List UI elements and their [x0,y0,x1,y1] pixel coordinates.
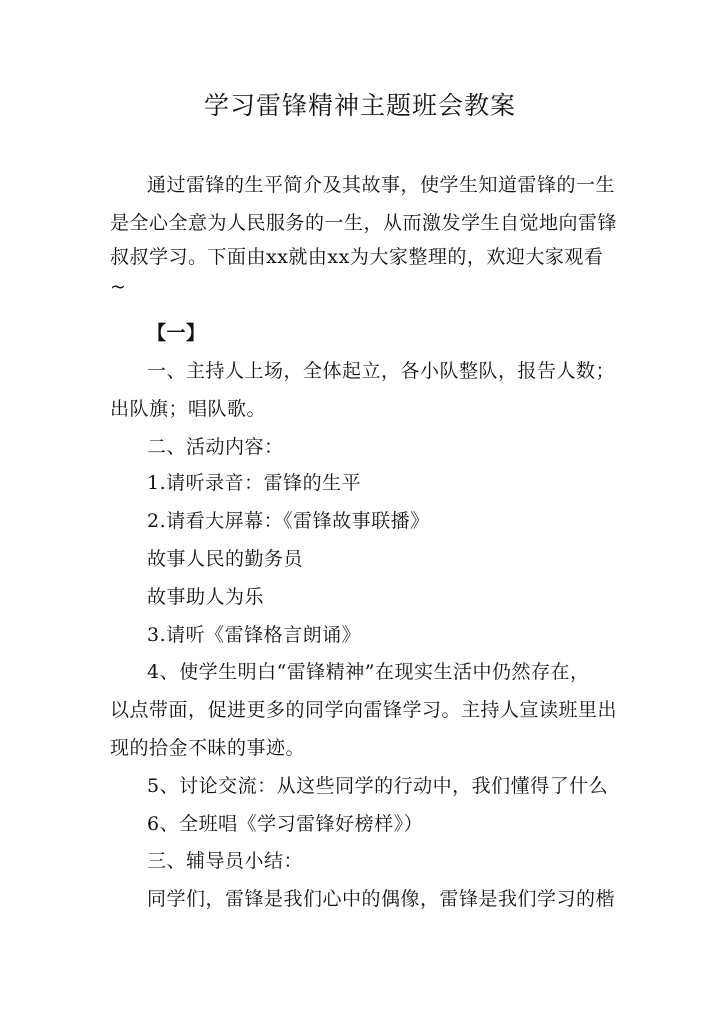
section-heading: 【一】 [147,322,206,344]
body-line: 二、活动内容： [147,436,284,458]
body-line: 5、讨论交流：从这些同学的行动中，我们懂得了什么 [147,775,609,797]
body-line: 现的拾金不昧的事迹。 [110,737,306,759]
intro-line: ~ [110,276,127,298]
body-line: 6、全班唱《学习雷锋好榜样》） [147,813,424,835]
body-line: 同学们，雷锋是我们心中的偶像，雷锋是我们学习的楷 [147,888,616,910]
body-line: 4、使学生明白“雷锋精神”在现实生活中仍然存在， [147,661,590,683]
body-line: 以点带面，促进更多的同学向雷锋学习。主持人宣读班里出 [110,699,618,721]
intro-line: 叔叔学习。下面由xx就由xx为大家整理的，欢迎大家观看 [110,246,604,268]
body-line: 故事助人为乐 [147,586,265,608]
body-line: 故事人民的勤务员 [147,548,304,570]
intro-line: 是全心全意为人民服务的一生，从而激发学生自觉地向雷锋 [110,212,618,234]
document-title: 学习雷锋精神主题班会教案 [203,91,516,120]
body-line: 一、主持人上场，全体起立，各小队整队，报告人数； [147,360,616,382]
body-line: 三、辅导员小结： [147,850,304,872]
body-line: 1.请听录音：雷锋的生平 [147,472,362,494]
intro-line: 通过雷锋的生平简介及其故事，使学生知道雷锋的一生 [147,174,616,196]
body-line: 2.请看大屏幕：《雷锋故事联播》 [147,510,430,532]
body-line: 3.请听《雷锋格言朗诵》 [147,624,362,646]
body-line: 出队旗；唱队歌。 [110,398,267,420]
